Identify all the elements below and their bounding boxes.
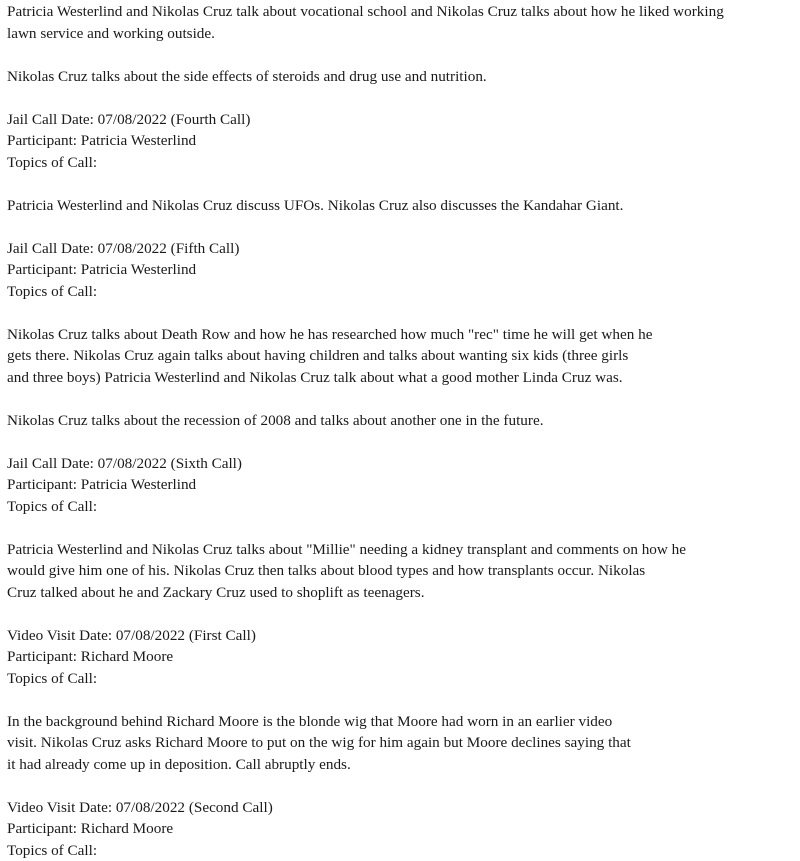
call-participant: Participant: Patricia Westerlind xyxy=(7,259,792,281)
call-header xyxy=(7,797,792,861)
call-topics-label: Topics of Call: xyxy=(7,281,792,303)
call-date: Jail Call Date: 07/08/2022 (Sixth Call) xyxy=(7,453,792,475)
line: and three boys) Patricia Westerlind and Nikolas Cruz talk about what a good mother Linda Cruz was. xyxy=(7,367,792,389)
call-date: Jail Call Date: 07/08/2022 (Fifth Call) xyxy=(7,238,792,260)
line: it had already come up in deposition. Call abruptly ends. xyxy=(7,754,792,776)
line: gets there. Nikolas Cruz again talks about having children and talks about wanting six kids (three girls xyxy=(7,345,792,367)
call-participant: Participant: Patricia Westerlind xyxy=(7,474,792,496)
call-topics-label: Topics of Call: xyxy=(7,496,792,518)
summary-paragraph: Nikolas Cruz talks about the recession of 2008 and talks about another one in the future. xyxy=(7,410,792,432)
call-date: Jail Call Date: 07/08/2022 (Fourth Call) xyxy=(7,109,792,131)
summary-paragraph: Patricia Westerlind and Nikolas Cruz discuss UFOs. Nikolas Cruz also discusses the Kandahar Giant. xyxy=(7,195,792,217)
summary-paragraph xyxy=(7,324,792,389)
call-topics-label: Topics of Call: xyxy=(7,668,792,690)
call-participant: Participant: Richard Moore xyxy=(7,646,792,668)
call-header xyxy=(7,238,792,303)
summary-paragraph xyxy=(7,711,792,776)
line: Nikolas Cruz talks about Death Row and how he has researched how much "rec" time he will get when he xyxy=(7,324,792,346)
line: Cruz talked about he and Zackary Cruz used to shoplift as teenagers. xyxy=(7,582,792,604)
call-header xyxy=(7,453,792,518)
call-date: Video Visit Date: 07/08/2022 (First Call) xyxy=(7,625,792,647)
line: In the background behind Richard Moore is the blonde wig that Moore had worn in an earlier video xyxy=(7,711,792,733)
call-date: Video Visit Date: 07/08/2022 (Second Call) xyxy=(7,797,792,819)
call-participant: Participant: Richard Moore xyxy=(7,818,792,840)
line: visit. Nikolas Cruz asks Richard Moore to put on the wig for him again but Moore declines saying that xyxy=(7,732,792,754)
line: Patricia Westerlind and Nikolas Cruz talk about vocational school and Nikolas Cruz talks about how he liked working xyxy=(7,1,792,23)
call-header xyxy=(7,109,792,174)
summary-paragraph: Nikolas Cruz talks about the side effects of steroids and drug use and nutrition. xyxy=(7,66,792,88)
summary-paragraph xyxy=(7,1,792,44)
call-topics-label: Topics of Call: xyxy=(7,152,792,174)
call-header xyxy=(7,625,792,690)
line: Patricia Westerlind and Nikolas Cruz talks about "Millie" needing a kidney transplant and comments on how he xyxy=(7,539,792,561)
call-participant: Participant: Patricia Westerlind xyxy=(7,130,792,152)
call-topics-label: Topics of Call: xyxy=(7,840,792,861)
line: lawn service and working outside. xyxy=(7,23,792,45)
line: would give him one of his. Nikolas Cruz then talks about blood types and how transplants occur. Nikolas xyxy=(7,560,792,582)
summary-paragraph xyxy=(7,539,792,604)
